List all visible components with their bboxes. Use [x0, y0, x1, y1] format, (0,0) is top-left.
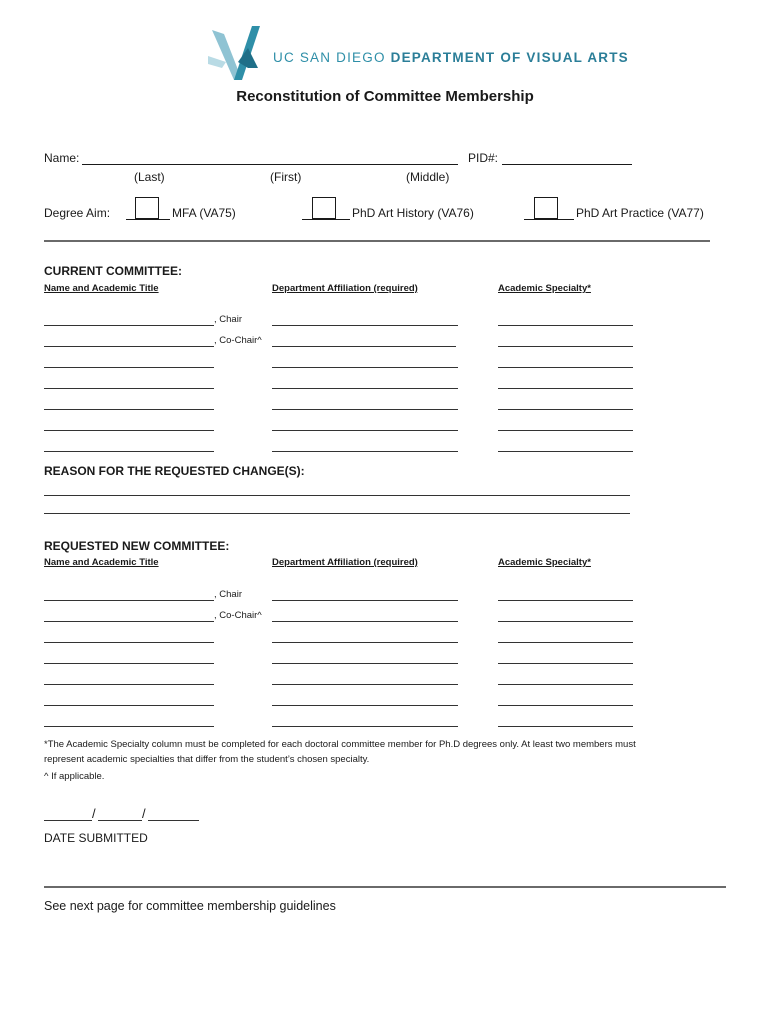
- pid-field[interactable]: [502, 164, 632, 165]
- requested-dept-field[interactable]: [272, 684, 458, 685]
- mfa-checkbox[interactable]: [135, 197, 159, 219]
- phd-art-history-option-label: PhD Art History (VA76): [352, 206, 474, 220]
- requested-dept-field[interactable]: [272, 600, 458, 601]
- current-dept-field[interactable]: [272, 430, 458, 431]
- current-name-field[interactable]: [44, 325, 214, 326]
- requested-name-field[interactable]: [44, 621, 214, 622]
- va-logo-icon: [208, 22, 268, 84]
- current-col-dept-header: Department Affiliation (required): [272, 283, 418, 294]
- name-label: Name:: [44, 151, 80, 165]
- requested-name-field[interactable]: [44, 684, 214, 685]
- date-separator-1: /: [92, 806, 96, 821]
- phd-art-practice-underline: [524, 219, 574, 220]
- requested-col-name-header: Name and Academic Title: [44, 557, 159, 568]
- date-submitted-label: DATE SUBMITTED: [44, 831, 148, 845]
- phd-art-practice-option-label: PhD Art Practice (VA77): [576, 206, 704, 220]
- reason-heading: REASON FOR THE REQUESTED CHANGE(S):: [44, 464, 305, 478]
- requested-specialty-field[interactable]: [498, 600, 633, 601]
- requested-name-field[interactable]: [44, 642, 214, 643]
- requested-dept-field[interactable]: [272, 621, 458, 622]
- department-logo-text: [273, 50, 629, 65]
- current-dept-field[interactable]: [272, 346, 456, 347]
- current-name-field[interactable]: [44, 430, 214, 431]
- requested-role-chair: , Chair: [214, 589, 242, 600]
- current-role-chair: , Chair: [214, 314, 242, 325]
- requested-dept-field[interactable]: [272, 726, 458, 727]
- pid-label: PID#:: [468, 151, 499, 165]
- requested-name-field[interactable]: [44, 705, 214, 706]
- specialty-note-line-2: represent academic specialties that differ from the student’s chosen specialty.: [44, 754, 370, 765]
- date-year-field[interactable]: [148, 820, 199, 821]
- requested-col-specialty-header: Academic Specialty*: [498, 557, 591, 568]
- middle-name-caption: (Middle): [406, 170, 450, 184]
- requested-col-dept-header: Department Affiliation (required): [272, 557, 418, 568]
- date-month-field[interactable]: [44, 820, 92, 821]
- requested-name-field[interactable]: [44, 600, 214, 601]
- first-name-caption: (First): [270, 170, 302, 184]
- current-dept-field[interactable]: [272, 367, 458, 368]
- requested-specialty-field[interactable]: [498, 705, 633, 706]
- current-specialty-field[interactable]: [498, 409, 633, 410]
- current-name-field[interactable]: [44, 409, 214, 410]
- current-name-field[interactable]: [44, 388, 214, 389]
- section-divider: [44, 240, 710, 242]
- name-field[interactable]: [82, 164, 458, 165]
- degree-aim-label: Degree Aim:: [44, 206, 111, 220]
- phd-art-history-underline: [302, 219, 350, 220]
- requested-name-field[interactable]: [44, 726, 214, 727]
- document-title: Reconstitution of Committee Membership: [236, 88, 534, 105]
- requested-specialty-field[interactable]: [498, 684, 633, 685]
- mfa-underline: [126, 219, 170, 220]
- current-dept-field[interactable]: [272, 409, 458, 410]
- requested-role-cochair: , Co-Chair^: [214, 610, 262, 621]
- current-specialty-field[interactable]: [498, 367, 633, 368]
- footer-guidelines-note: See next page for committee membership guidelines: [44, 899, 336, 913]
- current-dept-field[interactable]: [272, 388, 458, 389]
- current-col-name-header: Name and Academic Title: [44, 283, 159, 294]
- requested-specialty-field[interactable]: [498, 621, 633, 622]
- current-name-field[interactable]: [44, 451, 214, 452]
- current-specialty-field[interactable]: [498, 388, 633, 389]
- current-specialty-field[interactable]: [498, 430, 633, 431]
- current-specialty-field[interactable]: [498, 451, 633, 452]
- requested-name-field[interactable]: [44, 663, 214, 664]
- current-specialty-field[interactable]: [498, 325, 633, 326]
- logo-text-bold: DEPARTMENT OF VISUAL ARTS: [390, 50, 629, 65]
- mfa-option-label: MFA (VA75): [172, 206, 236, 220]
- current-dept-field[interactable]: [272, 451, 458, 452]
- last-name-caption: (Last): [134, 170, 165, 184]
- current-committee-heading: CURRENT COMMITTEE:: [44, 264, 182, 278]
- phd-art-history-checkbox[interactable]: [312, 197, 336, 219]
- requested-committee-heading: REQUESTED NEW COMMITTEE:: [44, 539, 230, 553]
- requested-specialty-field[interactable]: [498, 726, 633, 727]
- requested-dept-field[interactable]: [272, 705, 458, 706]
- current-col-specialty-header: Academic Specialty*: [498, 283, 591, 294]
- specialty-note-line-1: *The Academic Specialty column must be completed for each doctoral committee member for Ph.D degrees only. At least two members must: [44, 739, 636, 750]
- requested-dept-field[interactable]: [272, 642, 458, 643]
- current-name-field[interactable]: [44, 346, 214, 347]
- requested-specialty-field[interactable]: [498, 642, 633, 643]
- requested-dept-field[interactable]: [272, 663, 458, 664]
- reason-field-line-1[interactable]: [44, 495, 630, 496]
- if-applicable-note: ^ If applicable.: [44, 771, 105, 782]
- phd-art-practice-checkbox[interactable]: [534, 197, 558, 219]
- current-role-cochair: , Co-Chair^: [214, 335, 262, 346]
- reason-field-line-2[interactable]: [44, 513, 630, 514]
- date-separator-2: /: [142, 806, 146, 821]
- current-dept-field[interactable]: [272, 325, 458, 326]
- logo-text-light: UC SAN DIEGO: [273, 50, 386, 65]
- requested-specialty-field[interactable]: [498, 663, 633, 664]
- current-name-field[interactable]: [44, 367, 214, 368]
- current-specialty-field[interactable]: [498, 346, 633, 347]
- footer-divider: [44, 886, 726, 888]
- date-day-field[interactable]: [98, 820, 142, 821]
